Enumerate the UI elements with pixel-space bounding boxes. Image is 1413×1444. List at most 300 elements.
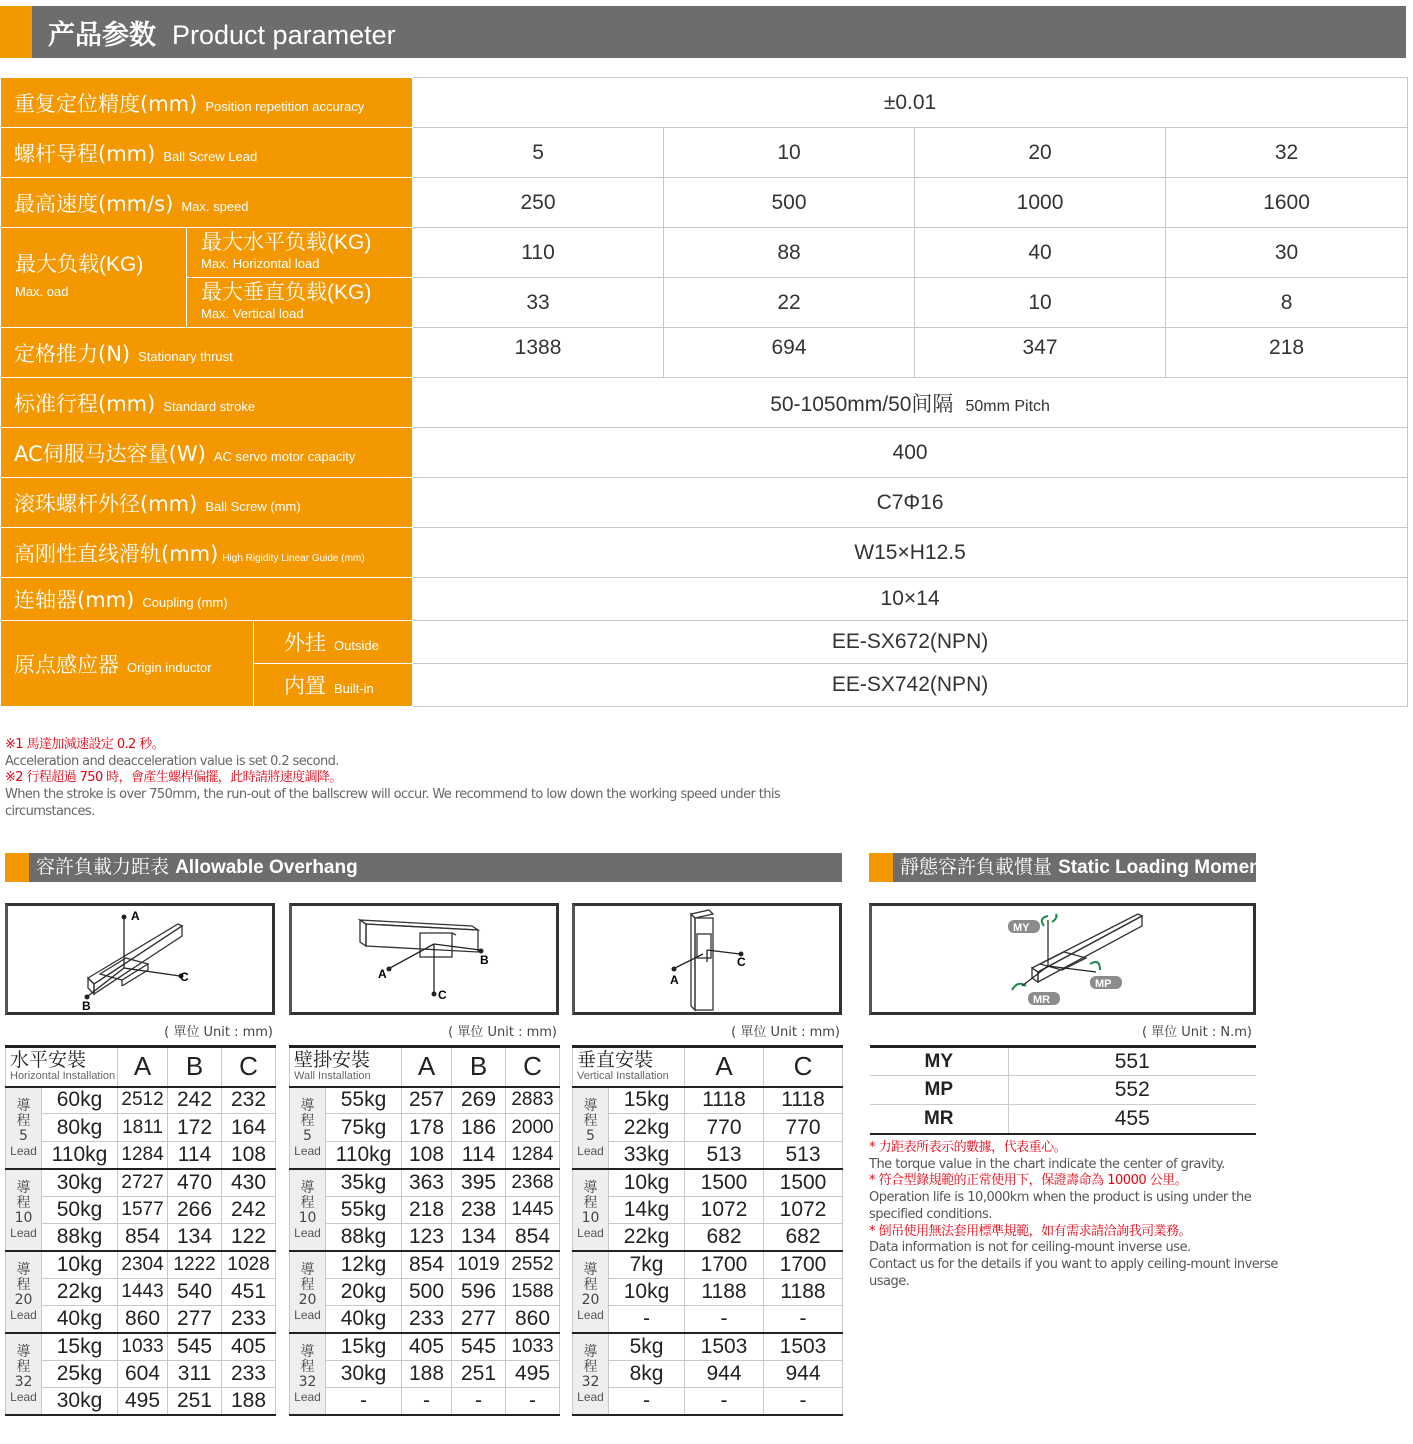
lead-number: 20 bbox=[298, 1291, 317, 1308]
spec-row-ball-screw bbox=[1, 478, 1408, 528]
moment-value: 455 bbox=[1114, 1106, 1150, 1130]
unit-label: ( 單位 Unit : mm) bbox=[164, 1025, 273, 1040]
note-2-cn: ※2 行程超過 750 時，會產生螺桿偏擺，此時請將速度調降。 bbox=[5, 770, 342, 786]
value-cell: 108 bbox=[222, 1141, 276, 1168]
value-cell: 2552 bbox=[506, 1251, 560, 1278]
value-cell: 2727 bbox=[118, 1169, 168, 1196]
spec-row-lead bbox=[1, 128, 1408, 178]
spec-value: W15×H12.5 bbox=[413, 528, 1408, 578]
unit-label: ( 單位 Unit : mm) bbox=[448, 1025, 557, 1040]
unit-label: ( 單位 Unit : mm) bbox=[731, 1025, 840, 1040]
lead-group-label bbox=[573, 1169, 609, 1251]
load-cell: 40kg bbox=[42, 1306, 118, 1333]
value-cell: 122 bbox=[222, 1223, 276, 1250]
value-cell: 1500 bbox=[764, 1169, 843, 1196]
vertical-overhang-table bbox=[572, 1045, 843, 1416]
lead-en: Lead bbox=[10, 1390, 37, 1405]
value-cell: 1118 bbox=[764, 1087, 843, 1114]
load-cell: 35kg bbox=[326, 1169, 402, 1196]
lead-group-label bbox=[6, 1087, 42, 1169]
col-header: C bbox=[506, 1047, 560, 1087]
table-row bbox=[290, 1278, 560, 1305]
value-cell: 470 bbox=[168, 1169, 222, 1196]
lead-en: Lead bbox=[294, 1143, 321, 1158]
table-header-label: 垂直安裝 Vertical Installation bbox=[573, 1047, 685, 1087]
overhang-title-cn: 容許負載力距表 bbox=[36, 856, 170, 878]
table-row bbox=[290, 1141, 560, 1168]
spec-value: 694 bbox=[664, 328, 915, 378]
table-row bbox=[6, 1388, 276, 1415]
value-cell: 257 bbox=[402, 1087, 452, 1114]
spec-row-thrust bbox=[1, 328, 1408, 378]
lead-char: 導 bbox=[583, 1179, 598, 1196]
page-header bbox=[0, 6, 1406, 58]
table-header-label: 壁掛安裝 Wall Installation bbox=[290, 1047, 402, 1087]
table-row bbox=[6, 1169, 276, 1196]
axis-label-c: C bbox=[737, 955, 746, 969]
spec-value: 50-1050mm/50间隔 50mm Pitch bbox=[413, 378, 1408, 428]
spec-value: 250 bbox=[413, 178, 664, 228]
spec-row-stroke bbox=[1, 378, 1408, 428]
table-row bbox=[290, 1114, 560, 1141]
spec-label: 最高速度(mm/s) Max. speed bbox=[1, 178, 413, 228]
lead-char: 程 bbox=[16, 1276, 31, 1293]
table-row bbox=[6, 1087, 276, 1114]
value-cell: 218 bbox=[402, 1196, 452, 1223]
value-cell: 363 bbox=[402, 1169, 452, 1196]
table-row bbox=[290, 1169, 560, 1196]
table-row bbox=[6, 1278, 276, 1305]
value-cell: 1503 bbox=[685, 1333, 764, 1360]
table-row bbox=[6, 1223, 276, 1250]
lead-number: 10 bbox=[14, 1209, 33, 1226]
lead-group-label bbox=[290, 1251, 326, 1333]
wall-overhang-table bbox=[289, 1045, 560, 1416]
value-cell: 1700 bbox=[685, 1251, 764, 1278]
lead-number: 5 bbox=[586, 1127, 595, 1144]
load-cell: 10kg bbox=[609, 1278, 685, 1305]
lead-char: 程 bbox=[583, 1194, 598, 1211]
spec-value: 10×14 bbox=[413, 578, 1408, 621]
lead-group-label bbox=[290, 1333, 326, 1415]
value-cell: 233 bbox=[222, 1360, 276, 1387]
value-cell: 269 bbox=[452, 1087, 506, 1114]
spec-value: 20 bbox=[915, 128, 1166, 178]
table-row bbox=[573, 1114, 843, 1141]
value-cell: 451 bbox=[222, 1278, 276, 1305]
lead-char: 導 bbox=[300, 1344, 315, 1361]
lead-char: 導 bbox=[16, 1179, 31, 1196]
load-cell: 55kg bbox=[326, 1196, 402, 1223]
value-cell: 770 bbox=[764, 1114, 843, 1141]
table-row bbox=[290, 1333, 560, 1360]
spec-row-linear-guide bbox=[1, 528, 1408, 578]
overhang-title-en: Allowable Overhang bbox=[175, 857, 358, 878]
lead-char: 導 bbox=[16, 1261, 31, 1278]
spec-label-max-load: 最大负载(KG) Max. oad bbox=[1, 228, 187, 328]
bar-accent bbox=[5, 853, 29, 882]
wall-install-illustration bbox=[292, 906, 556, 1012]
lead-char: 程 bbox=[583, 1276, 598, 1293]
value-cell: 1445 bbox=[506, 1196, 560, 1223]
value-cell: 944 bbox=[764, 1360, 843, 1387]
value-cell: 395 bbox=[452, 1169, 506, 1196]
value-cell: 277 bbox=[452, 1306, 506, 1333]
spec-value: C7Φ16 bbox=[413, 478, 1408, 528]
spec-row-vertical-load bbox=[1, 278, 1408, 328]
value-cell: 860 bbox=[118, 1306, 168, 1333]
moment-notes bbox=[869, 1140, 1279, 1290]
lead-char: 導 bbox=[16, 1097, 31, 1114]
spec-value: 5 bbox=[413, 128, 664, 178]
spec-sublabel: 外挂 Outside bbox=[254, 621, 413, 664]
moment-title-en: Static Loading Moment bbox=[1058, 857, 1268, 878]
table-row bbox=[290, 1223, 560, 1250]
load-cell: 25kg bbox=[42, 1360, 118, 1387]
table-row bbox=[290, 1388, 560, 1415]
value-cell: 123 bbox=[402, 1223, 452, 1250]
value-cell: 114 bbox=[168, 1141, 222, 1168]
value-cell: 596 bbox=[452, 1278, 506, 1305]
value-cell: 1222 bbox=[168, 1251, 222, 1278]
spec-value: 32 bbox=[1166, 128, 1408, 178]
table-row bbox=[6, 1114, 276, 1141]
value-cell: 1700 bbox=[764, 1251, 843, 1278]
value-cell: 1500 bbox=[685, 1169, 764, 1196]
table-row bbox=[290, 1360, 560, 1387]
bar-accent bbox=[869, 853, 893, 882]
load-cell: - bbox=[609, 1306, 685, 1333]
value-cell: - bbox=[764, 1306, 843, 1333]
load-cell: 55kg bbox=[326, 1087, 402, 1114]
table-row bbox=[6, 1360, 276, 1387]
table-row bbox=[6, 1333, 276, 1360]
lead-en: Lead bbox=[294, 1390, 321, 1405]
lead-en: Lead bbox=[577, 1143, 604, 1158]
spec-value: 40 bbox=[915, 228, 1166, 278]
value-cell: 188 bbox=[222, 1388, 276, 1415]
value-cell: 1577 bbox=[118, 1196, 168, 1223]
col-header: A bbox=[118, 1047, 168, 1087]
axis-label-a: A bbox=[670, 973, 679, 987]
value-cell: 770 bbox=[685, 1114, 764, 1141]
value-cell: 1072 bbox=[764, 1196, 843, 1223]
lead-char: 導 bbox=[583, 1344, 598, 1361]
load-cell: 75kg bbox=[326, 1114, 402, 1141]
value-cell: 854 bbox=[118, 1223, 168, 1250]
moment-note: * 倒吊使用無法套用標準規範，如有需求請洽詢我司業務。 bbox=[869, 1223, 1192, 1239]
spec-label: 重复定位精度(mm) Position repetition accuracy bbox=[1, 78, 413, 128]
table-row bbox=[573, 1278, 843, 1305]
spec-value: 8 bbox=[1166, 278, 1408, 328]
spec-row-origin-outside bbox=[1, 621, 1408, 664]
note-1-cn: ※1 馬達加減速設定 0.2 秒。 bbox=[5, 737, 165, 752]
lead-en: Lead bbox=[10, 1143, 37, 1158]
table-row bbox=[290, 1087, 560, 1114]
value-cell: 430 bbox=[222, 1169, 276, 1196]
spec-label: 螺杆导程(mm) Ball Screw Lead bbox=[1, 128, 413, 178]
value-cell: 405 bbox=[402, 1333, 452, 1360]
table-row bbox=[6, 1251, 276, 1278]
value-cell: 682 bbox=[764, 1223, 843, 1250]
col-header: A bbox=[685, 1047, 764, 1087]
value-cell: 134 bbox=[452, 1223, 506, 1250]
value-cell: 1118 bbox=[685, 1087, 764, 1114]
moment-illustration bbox=[872, 906, 1253, 1012]
lead-char: 程 bbox=[583, 1112, 598, 1129]
value-cell: 233 bbox=[222, 1306, 276, 1333]
table-row bbox=[290, 1251, 560, 1278]
moment-note: Contact us for the details if you want to apply ceiling-mount inverse usage. bbox=[869, 1256, 1278, 1289]
value-cell: 114 bbox=[452, 1141, 506, 1168]
spec-sublabel: 内置 Built-in bbox=[254, 664, 413, 707]
value-cell: 860 bbox=[506, 1306, 560, 1333]
lead-char: 程 bbox=[300, 1112, 315, 1129]
lead-char: 程 bbox=[583, 1359, 598, 1376]
table-row bbox=[870, 1076, 1256, 1105]
value-cell: 500 bbox=[402, 1278, 452, 1305]
value-cell: - bbox=[506, 1388, 560, 1415]
lead-char: 程 bbox=[300, 1194, 315, 1211]
load-cell: 88kg bbox=[42, 1223, 118, 1250]
axis-label-b: B bbox=[480, 953, 489, 967]
value-cell: 238 bbox=[452, 1196, 506, 1223]
table-row bbox=[573, 1196, 843, 1223]
lead-char: 程 bbox=[16, 1194, 31, 1211]
spec-value: ±0.01 bbox=[413, 78, 1408, 128]
lead-en: Lead bbox=[10, 1307, 37, 1322]
lead-number: 10 bbox=[298, 1209, 317, 1226]
value-cell: 495 bbox=[506, 1360, 560, 1387]
header-accent bbox=[0, 6, 32, 58]
table-row bbox=[870, 1047, 1256, 1076]
load-cell: 5kg bbox=[609, 1333, 685, 1360]
spec-row-speed bbox=[1, 178, 1408, 228]
load-cell: 22kg bbox=[609, 1114, 685, 1141]
spec-value: 347 bbox=[915, 328, 1166, 378]
value-cell: - bbox=[685, 1388, 764, 1415]
table-row bbox=[573, 1360, 843, 1387]
load-cell: 22kg bbox=[609, 1223, 685, 1250]
moment-note: The torque value in the chart indicate the center of gravity. bbox=[869, 1156, 1225, 1172]
value-cell: 854 bbox=[402, 1251, 452, 1278]
lead-number: 32 bbox=[298, 1374, 317, 1391]
load-cell: 88kg bbox=[326, 1223, 402, 1250]
value-cell: - bbox=[764, 1388, 843, 1415]
page-title: 产品参数 Product parameter bbox=[48, 20, 396, 51]
value-cell: 164 bbox=[222, 1114, 276, 1141]
lead-number: 5 bbox=[19, 1127, 28, 1144]
load-cell: 10kg bbox=[609, 1169, 685, 1196]
value-cell: 1188 bbox=[764, 1278, 843, 1305]
lead-char: 導 bbox=[300, 1097, 315, 1114]
table-row bbox=[290, 1196, 560, 1223]
moment-title-cn: 靜態容許負載慣量 bbox=[900, 856, 1053, 878]
value-cell: 251 bbox=[168, 1388, 222, 1415]
value-cell: 134 bbox=[168, 1223, 222, 1250]
value-cell: - bbox=[685, 1306, 764, 1333]
moment-note: * 力距表所表示的數據，代表重心。 bbox=[869, 1140, 1067, 1155]
spec-value: 500 bbox=[664, 178, 915, 228]
note-2-en: When the stroke is over 750mm, the run-out of the ballscrew will occur. We recommend to low down the working speed under this circumstances. bbox=[5, 787, 781, 819]
value-cell: 1019 bbox=[452, 1251, 506, 1278]
spec-sublabel: 最大垂直负载(KG) Max. Vertical load bbox=[187, 278, 413, 328]
spec-value: 22 bbox=[664, 278, 915, 328]
axis-label-a: A bbox=[378, 967, 387, 981]
value-cell: 1284 bbox=[506, 1141, 560, 1168]
spec-value: 110 bbox=[413, 228, 664, 278]
lead-group-label bbox=[6, 1251, 42, 1333]
moment-label-my: MY bbox=[1013, 922, 1030, 934]
lead-number: 10 bbox=[581, 1209, 600, 1226]
value-cell: 854 bbox=[506, 1223, 560, 1250]
lead-en: Lead bbox=[294, 1225, 321, 1240]
table-row bbox=[6, 1141, 276, 1168]
moment-section-bar bbox=[869, 853, 1268, 882]
spec-value: EE-SX672(NPN) bbox=[413, 621, 1408, 664]
table-row bbox=[573, 1169, 843, 1196]
value-cell: 604 bbox=[118, 1360, 168, 1387]
value-cell: 233 bbox=[402, 1306, 452, 1333]
spec-row-horizontal-load bbox=[1, 228, 1408, 278]
value-cell: 1188 bbox=[685, 1278, 764, 1305]
table-row bbox=[573, 1388, 843, 1415]
wall-install-diagram bbox=[289, 903, 559, 1015]
lead-char: 導 bbox=[16, 1344, 31, 1361]
value-cell: 266 bbox=[168, 1196, 222, 1223]
load-cell: 15kg bbox=[42, 1333, 118, 1360]
moment-key: MY bbox=[870, 1047, 1008, 1076]
value-cell: 232 bbox=[222, 1087, 276, 1114]
value-cell: 545 bbox=[168, 1333, 222, 1360]
load-cell: 20kg bbox=[326, 1278, 402, 1305]
lead-group-label bbox=[573, 1251, 609, 1333]
table-row bbox=[573, 1141, 843, 1168]
value-cell: 1284 bbox=[118, 1141, 168, 1168]
table-row bbox=[870, 1105, 1256, 1134]
value-cell: 1588 bbox=[506, 1278, 560, 1305]
spec-row-ac-servo bbox=[1, 428, 1408, 478]
value-cell: 1033 bbox=[506, 1333, 560, 1360]
moment-diagram bbox=[869, 903, 1256, 1015]
vertical-install-illustration bbox=[575, 906, 839, 1012]
lead-en: Lead bbox=[10, 1225, 37, 1240]
value-cell: 2512 bbox=[118, 1087, 168, 1114]
axis-label-c: C bbox=[180, 970, 189, 984]
spec-sublabel: 最大水平负载(KG) Max. Horizontal load bbox=[187, 228, 413, 278]
spec-label: 连轴器(mm) Coupling (mm) bbox=[1, 578, 413, 621]
horizontal-overhang-table bbox=[5, 1045, 276, 1416]
lead-group-label bbox=[290, 1087, 326, 1169]
col-header: A bbox=[402, 1047, 452, 1087]
value-cell: 186 bbox=[452, 1114, 506, 1141]
lead-number: 32 bbox=[581, 1374, 600, 1391]
note-1-en: Acceleration and deacceleration value is set 0.2 second. bbox=[5, 753, 339, 769]
value-cell: 178 bbox=[402, 1114, 452, 1141]
value-cell: 188 bbox=[402, 1360, 452, 1387]
value-cell: 1033 bbox=[118, 1333, 168, 1360]
spec-value: 1600 bbox=[1166, 178, 1408, 228]
value-cell: 108 bbox=[402, 1141, 452, 1168]
load-cell: 110kg bbox=[42, 1141, 118, 1168]
spec-value: 1388 bbox=[413, 328, 664, 378]
table-header-label: 水平安裝 Horizontal Installation bbox=[6, 1047, 118, 1087]
value-cell: - bbox=[402, 1388, 452, 1415]
load-cell: 80kg bbox=[42, 1114, 118, 1141]
moment-note: * 符合型錄規範的正常使用下，保證壽命為 10000 公里。 bbox=[869, 1173, 1188, 1189]
load-cell: 30kg bbox=[326, 1360, 402, 1387]
col-header: C bbox=[764, 1047, 843, 1087]
value-cell: 682 bbox=[685, 1223, 764, 1250]
table-row bbox=[573, 1251, 843, 1278]
table-row bbox=[6, 1306, 276, 1333]
spec-label: 高刚性直线滑轨(mm) High Rigidity Linear Guide (mm) bbox=[1, 528, 413, 578]
axis-label-a: A bbox=[131, 909, 140, 923]
horizontal-install-diagram bbox=[5, 903, 275, 1015]
value-cell: 1072 bbox=[685, 1196, 764, 1223]
spec-table bbox=[0, 77, 1408, 707]
spec-value: 218 bbox=[1166, 328, 1408, 378]
spec-row-accuracy bbox=[1, 78, 1408, 128]
spec-value: EE-SX742(NPN) bbox=[413, 664, 1408, 707]
value-cell: 513 bbox=[764, 1141, 843, 1168]
moment-note: Data information is not for ceiling-mount inverse use. bbox=[869, 1240, 1191, 1256]
moment-label-mr: MR bbox=[1033, 994, 1051, 1006]
lead-en: Lead bbox=[577, 1225, 604, 1240]
spec-value: 33 bbox=[413, 278, 664, 328]
moment-label-mp: MP bbox=[1095, 978, 1112, 990]
spec-value: 88 bbox=[664, 228, 915, 278]
spec-label: 定格推力(N) Stationary thrust bbox=[1, 328, 413, 378]
lead-number: 5 bbox=[303, 1127, 312, 1144]
lead-group-label bbox=[573, 1087, 609, 1169]
load-cell: 14kg bbox=[609, 1196, 685, 1223]
value-cell: 242 bbox=[168, 1087, 222, 1114]
value-cell: 495 bbox=[118, 1388, 168, 1415]
load-cell: 8kg bbox=[609, 1360, 685, 1387]
value-cell: 251 bbox=[452, 1360, 506, 1387]
value-cell: 311 bbox=[168, 1360, 222, 1387]
horizontal-install-illustration bbox=[8, 906, 272, 1012]
value-cell: 545 bbox=[452, 1333, 506, 1360]
lead-group-label bbox=[290, 1169, 326, 1251]
value-cell: 242 bbox=[222, 1196, 276, 1223]
moment-key: MR bbox=[870, 1105, 1008, 1134]
lead-en: Lead bbox=[577, 1390, 604, 1405]
spec-label-origin: 原点感应器 Origin inductor bbox=[1, 621, 254, 707]
moment-value: 552 bbox=[1008, 1076, 1256, 1105]
value-cell: 1443 bbox=[118, 1278, 168, 1305]
spec-label: 标准行程(mm) Standard stroke bbox=[1, 378, 413, 428]
lead-char: 程 bbox=[16, 1359, 31, 1376]
lead-en: Lead bbox=[577, 1307, 604, 1322]
spec-value: 10 bbox=[664, 128, 915, 178]
moment-value: 551 bbox=[1008, 1047, 1256, 1076]
lead-char: 導 bbox=[583, 1097, 598, 1114]
moment-note: Operation life is 10,000km when the product is using under the specified conditions. bbox=[869, 1190, 1252, 1222]
load-cell: 30kg bbox=[42, 1169, 118, 1196]
spec-label: AC伺服马达容量(W) AC servo motor capacity bbox=[1, 428, 413, 478]
vertical-install-diagram bbox=[572, 903, 842, 1015]
spec-row-coupling bbox=[1, 578, 1408, 621]
lead-char: 導 bbox=[300, 1261, 315, 1278]
lead-char: 程 bbox=[300, 1276, 315, 1293]
lead-char: 程 bbox=[300, 1359, 315, 1376]
col-header: C bbox=[222, 1047, 276, 1087]
lead-char: 程 bbox=[16, 1112, 31, 1129]
load-cell: 7kg bbox=[609, 1251, 685, 1278]
value-cell: 540 bbox=[168, 1278, 222, 1305]
